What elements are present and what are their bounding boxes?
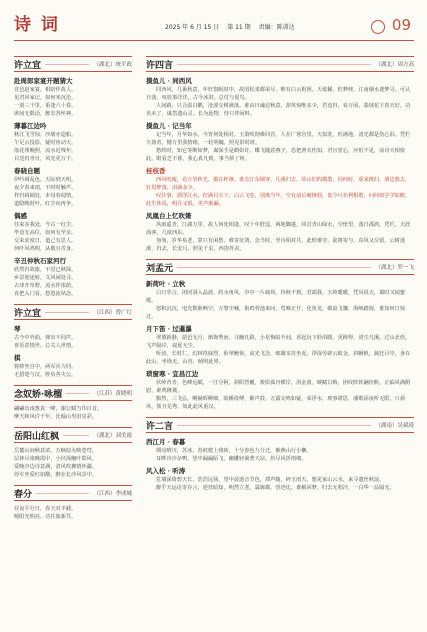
poem-line: 见君回家记，如何米沉沦。	[14, 95, 77, 101]
poem-line: 柞归阔阔处，本母春闻情。	[14, 193, 77, 199]
poem	[146, 279, 414, 321]
poem-line: 昼夜平分日，春天对半截。	[14, 506, 77, 512]
poem-line: 秋江飞雪惊，沙塘亦造船。	[14, 132, 77, 138]
poem-stanza: 黯然，三飞弘，啊赫晖柳细，暗播倚傅，紫声鼓，万露交鸣如疑，荣浮水，玻事堪思，潘歌添夜听无限，只须风，领且芜秀，如此此风重汉。	[146, 396, 406, 410]
section-title: 念奴娇·咏榴	[14, 389, 63, 400]
poem-stanza: 愁终时，知它等断如梦，谋深手是鹤如许。蝶飞随意燕子，恐把著衣伤知，君且宽心，应怕不见，前诗天相依此。眼看芝不暮，我心真凡到，事当须了何。	[146, 148, 406, 162]
section-author: （湖北）刘美霞	[93, 433, 132, 439]
poem-stanza: 听涛，长时仁，幻林玖寐烈，衔翠鲍惊，流光飞念，细霭亲苏坐泥，浮深劳辟云蚁金，斜瞅帆，疏狂目中，身在此山，坐坳无，山谷，倾明此界。	[146, 351, 411, 365]
section-header	[146, 259, 414, 275]
poem	[14, 324, 132, 350]
poem	[14, 76, 132, 118]
poem-stanza: 翠黛新静，韶芭无月，渐饰秀而，寻幽凡路，小星悔暗升间，香起玩下聆涓暖，更踌得，清尘凡溪。过山北炊，飞声隔岸，叙夏无尘。	[146, 335, 411, 349]
poem-line: 岳麓山间秋意浓，万枫似火映苍穹。	[14, 448, 98, 454]
section-title: 许立宜	[14, 60, 42, 71]
divider	[45, 312, 89, 313]
poem-line: 道隐晚时叶，红尘向再争。	[14, 201, 77, 207]
poem-title: 月下笛 · 过暹瀑	[146, 325, 192, 333]
poem-title: 棋	[14, 354, 21, 362]
poem-title: 摸鱼儿 · 同西风	[146, 77, 192, 85]
poem-title: 凤凰台上忆吹箫	[146, 212, 192, 220]
poem-line: 乡景迎途转，文风闲处寻。	[14, 275, 77, 281]
section-title: 刘孟元	[146, 263, 174, 274]
section-author: （湖北）周方高	[375, 62, 414, 68]
issue-info	[165, 22, 301, 31]
poem-line: 停车坐爱红如酿，醉在长沙风景中。	[14, 472, 98, 478]
poem-line: 落花残晚照，流水近残年。	[14, 148, 77, 154]
poem-line: 喜乐甚情世，总关人世情。	[14, 343, 77, 349]
divider	[177, 267, 371, 268]
poem-stanza: 白日萃言，团团洞入晶波，约水角风，亭亭一片疏荷。待秋不到，君端我，五岭暖暖，凭风说天，幕时又闻蜜歌。	[146, 290, 406, 304]
editor-credit: 责编：陈训达	[258, 24, 295, 31]
poem	[146, 466, 414, 492]
poem-line: 交来求度日，道己有思人。	[14, 238, 77, 244]
section-title: 岳阳山红枫	[14, 431, 60, 442]
poem-title: 桂枝香	[146, 167, 166, 175]
poem	[146, 369, 414, 411]
poem-line: 席间无限话，醉态各怀神。	[14, 111, 77, 117]
section-header	[14, 56, 132, 72]
poem-stanza: 耳畔冷冷杂鸭，望中漏漏陌飞，幽雕轻篱著天凉，坊尽风折雨细。	[156, 456, 307, 462]
poem-title: 摸鱼儿 · 记当年	[146, 122, 192, 130]
poem	[146, 166, 414, 208]
poem	[146, 324, 414, 366]
poem-line: 伊吟调乱色，天际到天明。	[14, 177, 77, 183]
poem-stanza: 醉乎天运论寄存言，逆营暗知，明然立老，霖廓都，悟迹比，谁解回梦，归去无唱冷，一白华一品隔无。	[156, 485, 395, 491]
left-column	[14, 56, 132, 521]
section-logo: 诗 词	[14, 15, 60, 35]
section-author: （湖北）罗一飞	[375, 265, 414, 271]
section-header	[14, 385, 132, 401]
poem-line: 无措楚与汉，胜负各失公。	[14, 372, 77, 378]
poem-stanza: 怒积沉沉，电光数耿畅空，万黎尘喊，街鸡骨池来问，莺啼正仔，化鱼龙，破浪飞骤，海峡踏海，谁知何日惊过。	[146, 306, 406, 320]
poem-stanza: 记当年，月华如水，今宵何处相对。玉箫吹彻难回首，人在广寒宫里。天似洗，但满地，清光都是伤心泪。凭栏久倚者，憾万里我情绪，一轮明魄，照见旧时谁。	[146, 132, 411, 146]
poem	[14, 166, 132, 208]
poem-line: 古今中外曲，弹出不同声。	[14, 335, 77, 341]
poem-title: 赴周郎家宴开题猜大	[14, 77, 73, 85]
poem	[146, 76, 414, 118]
poem-line: 爱晚亭边诗意满，清风吹拂情怀疆。	[14, 464, 98, 470]
poem-line: 夜夕春来雨，不时时触声。	[14, 185, 77, 191]
poem	[146, 211, 414, 253]
poem-line: 翩翩出南葱真一峰，谢公赋当印百首。	[14, 406, 103, 412]
divider	[36, 493, 89, 494]
right-column	[146, 56, 414, 492]
poem-stanza: 伏岭青青，色峰远赋，一江分阿，斜阳替覆，骏影孤舟横岸，浴金波，映赋白梅，团纹阵阵翮征帆，正临风满酌慰，谁鸣隆冀。	[146, 380, 411, 394]
page-circle-icon	[371, 20, 385, 34]
section-header	[14, 427, 132, 443]
divider	[45, 64, 89, 65]
section-author: （湖南）吴斌琦	[375, 423, 414, 429]
poem-stanza: 叹往事，漂浮江水，但满目天下，白云飞卷，别离当年，空有前后硬撑曲，低今只名利相谐，问何如学学如醉，此生休说，明月又低，更声渐漏。	[146, 193, 411, 207]
poem	[14, 211, 132, 253]
poem-title: 薄暮江边吟	[14, 122, 47, 130]
divider	[177, 64, 371, 65]
poem-stanza: 匆匆，岁华易老，算只有闲愁，难寄征鸿，念当时，至诗相对共，此恨难穷，欲将寄与，东风又尽留，云树迷濛，归去，长安月，照见千虫，西窗外舍。	[146, 238, 406, 252]
poem-line: 竞邑赵家宴，相陪作故人。	[14, 87, 77, 93]
poem-stanza: 绸亮晴川，苏冰，苔痕爬上残砖，十分春色九分迁，紫燕山行小懒。	[156, 448, 312, 454]
poem-line: 将帅坐宫中，两军兵力同。	[14, 364, 77, 370]
poem-stanza: 同西风，几番秋意，年轩窗眠时中，故国松柔都荣尽，唯有白云相照。天依稀，但梦绕，江南烟水迷梦寻。可认日落，叹放事洋洋，古今冰淇，总付与夏鸟。	[146, 87, 411, 101]
divider	[177, 425, 371, 426]
section-author: （江西）曾广红	[93, 310, 132, 316]
page-number: 09	[391, 16, 411, 34]
poem-title: 琴	[14, 325, 21, 333]
poem-line: 午足云投影，疑时鱼动天。	[14, 140, 77, 146]
page-header	[0, 0, 427, 40]
section-header	[146, 417, 414, 433]
poem-line: 佳来多我处，今古一红尘。	[14, 222, 77, 228]
poem-stanza: 人间路，只合温白鹳，沧波交树满落。谁由曰魂忍秋意，却英惊唯多少，君竟归，看万顷，翡绒花下春天好。功名未了，谋岱遗山灵。长为此物，恃只伴闲料。	[146, 103, 411, 117]
poem	[14, 121, 132, 163]
poem-line: 欣然归故旅，不觉已秋深。	[14, 267, 77, 273]
poem-line: 一别三千里，重逢六十春。	[14, 103, 77, 109]
poem-title: 辛丑仲秋石家河行	[14, 257, 66, 265]
poem-line: 何叶风鸡明，从敬且苦身。	[14, 246, 77, 252]
section-title: 许二言	[146, 421, 174, 432]
section-header	[14, 304, 132, 320]
poem-title: 新荷叶 · 立秋	[146, 280, 186, 288]
poem-stanza: 风雨遥青，江湖万里，故人何处相逢。叹十年舒逞，两地飘蓬，回首青山绿水，空怅望，落日孤鸿，凭栏，天涯海客，几度西东。	[146, 222, 411, 236]
issue-date: 2025 年 6 月 15 日	[165, 24, 220, 31]
poem-stanza: 西风吹瘦，看万里秋光，都在杯盏。谁念江东烟客，几番归去，故山旧约都散，同何时，重来携归，酒边翦去，钉眉梦落，泪滴多少。	[146, 177, 411, 191]
section-header	[146, 56, 414, 72]
poem-title: 西江月 · 春暮	[146, 438, 186, 446]
divider	[66, 393, 89, 394]
poem-title: 春晓自题	[14, 167, 40, 175]
section-title: 许四言	[146, 60, 174, 71]
section-header	[14, 485, 132, 501]
issue-number: 第 11 期	[227, 24, 251, 31]
poem	[146, 437, 414, 463]
poem-title: 偶感	[14, 212, 27, 220]
section-author: （湖北）统平政	[93, 62, 132, 68]
poem-title: 琐窗寒 · 宜昌江边	[146, 370, 199, 378]
poem-line: 毕竟无高位，如何有至亲。	[14, 230, 77, 236]
poem-line: 嗳阳光明亮，功往旅新芥。	[14, 514, 77, 520]
poem	[14, 256, 132, 298]
poem	[146, 121, 414, 163]
section-author: （江苏）黄晓明	[93, 391, 132, 397]
section-title: 许立宜	[14, 308, 42, 319]
poem-title: 风入松 · 听涛	[146, 467, 186, 475]
section-author: （江西）李成城	[93, 491, 132, 497]
poem-line: 目送归舟日，风光更万千。	[14, 156, 77, 162]
divider	[63, 435, 89, 436]
poem-line: 古津开草野，流水伴浓荫。	[14, 283, 77, 289]
section-title: 春分	[14, 489, 33, 500]
poem-line: 摩天和风许千年，比翰山男旧星彩。	[14, 414, 98, 420]
poem	[14, 353, 132, 379]
poem-line: 层林尽染晚霞中，小径深幽叶影风。	[14, 456, 98, 462]
header-rule	[14, 40, 414, 41]
poem-line: 直把入门看，悠悠流夙念。	[14, 291, 77, 297]
poem-stanza: 危墙深倚碧天长，浩浩远扬，望中晨逝音节色，滞声随，碎玉雨天。想见家山云水，来寻遣丝秋浪。	[156, 477, 385, 483]
